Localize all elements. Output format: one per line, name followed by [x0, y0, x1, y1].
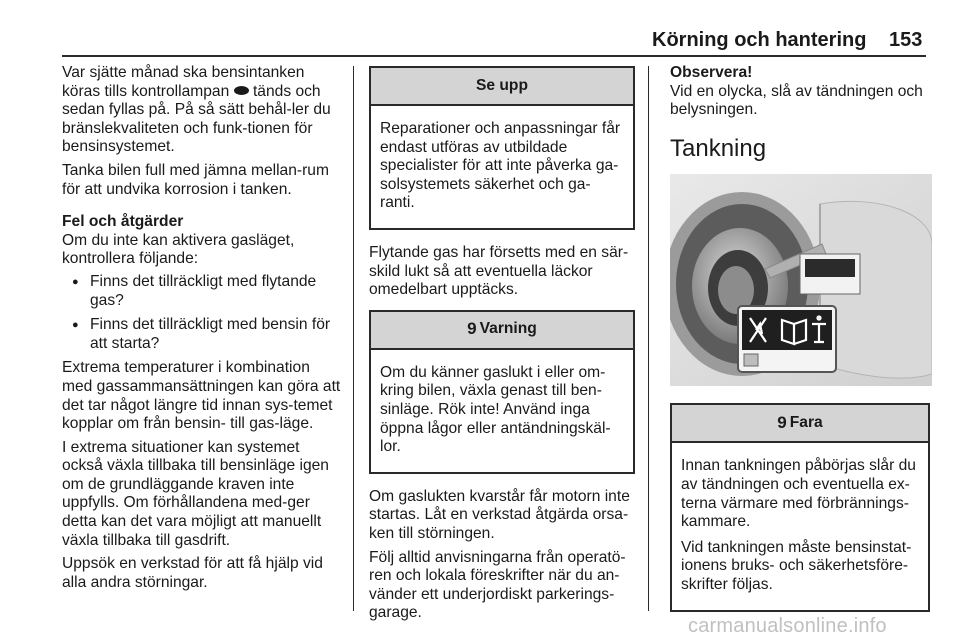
fuel-filler-flap-photo — [670, 174, 932, 386]
note-text: Vid en olycka, slå av tändningen och belysningen. — [670, 82, 923, 119]
warning-title: Varning — [479, 320, 537, 338]
paragraph: Flytande gas har försetts med en sär-skild lukt så att eventuella läckor omedelbart upptäcks. — [369, 243, 629, 299]
list-item: ● Finns det tillräckligt med bensin för att starta? — [62, 316, 342, 353]
danger-box — [670, 403, 930, 611]
caution-box — [369, 66, 635, 230]
danger-text-1: Innan tankningen påbörjas slår du av tändningen och eventuella ex-terna värmare med förbrännings-kammare. — [681, 457, 916, 531]
paragraph: Uppsök en verkstad för att få hjälp vid alla andra störningar. — [62, 555, 323, 591]
paragraph: Om du inte kan aktivera gasläget, kontrollera följande: — [62, 231, 295, 268]
column-1 — [62, 64, 342, 597]
subheading-faults: Fel och åtgärder — [62, 213, 184, 231]
warning-triangle-icon: 9 — [777, 413, 787, 433]
warning-box — [369, 310, 635, 474]
warning-header — [371, 312, 633, 350]
page-header — [0, 0, 960, 58]
intro-paragraph: Var sjätte månad ska bensintanken köras tills kontrollampan tänds och sedan fyllas på. På så sätt behål-ler du bränslekvaliteten och funk-tionen för bensinsystemet. — [62, 64, 331, 156]
danger-text-2: Vid tankningen måste bensinstat-ionens bruks- och säkerhetsföre-skrifter följas. — [681, 538, 912, 593]
danger-title: Fara — [789, 414, 823, 432]
column-divider-2 — [648, 66, 649, 611]
caution-text: Reparationer och anpassningar får endast utföras av utbildade specialister för att inte påverka ga-solsystemets säkerhet och ga-ranti. — [380, 120, 621, 212]
section-title-refuelling: Tankning — [670, 134, 767, 162]
watermark: carmanualsonline.info — [688, 615, 887, 637]
paragraph: I extrema situationer kan systemet också växla tillbaka till bensinläge igen om de grundläggande kraven inte uppfylls. Om förhållandena med-ger detta kan det vara möjligt att manuellt växla tillbaka till gasdrift. — [62, 438, 329, 549]
warning-text: Om du känner gaslukt i eller om-kring bilen, växla genast till ben-sinläge. Rök inte! Använd inga öppna lågor eller antändningskäl-lor. — [380, 363, 611, 456]
paragraph: Extrema temperaturer i kombination med gassammansättningen kan göra att det tar något längre tid innan sys-temet kopplar om från bensin- till gas-läge. — [62, 359, 341, 433]
header-rule — [62, 55, 926, 57]
column-3 — [670, 64, 930, 626]
danger-header — [672, 405, 928, 443]
note-title: Observera! — [670, 64, 753, 81]
page-number: 153 — [889, 29, 923, 51]
column-divider-1 — [353, 66, 354, 611]
paragraph: Tanka bilen full med jämna mellan-rum för att undvika korrosion i tanken. — [62, 161, 329, 198]
checklist — [62, 273, 342, 353]
paragraph: Följ alltid anvisningarna från operatö-ren och lokala föreskrifter när du an-vänder ett underjordiskt parkerings-garage. — [369, 548, 626, 622]
list-item: ● Finns det tillräckligt med flytande gas? — [62, 273, 342, 310]
warning-triangle-icon: 9 — [467, 319, 477, 339]
caution-title: Se upp — [371, 68, 633, 106]
chapter-title: Körning och hantering — [652, 29, 867, 51]
column-2 — [369, 64, 635, 628]
paragraph: Om gaslukten kvarstår får motorn inte startas. Låt en verkstad åtgärda orsa-ken till störningen. — [369, 487, 630, 542]
fuel-warning-lamp-icon — [234, 86, 249, 95]
